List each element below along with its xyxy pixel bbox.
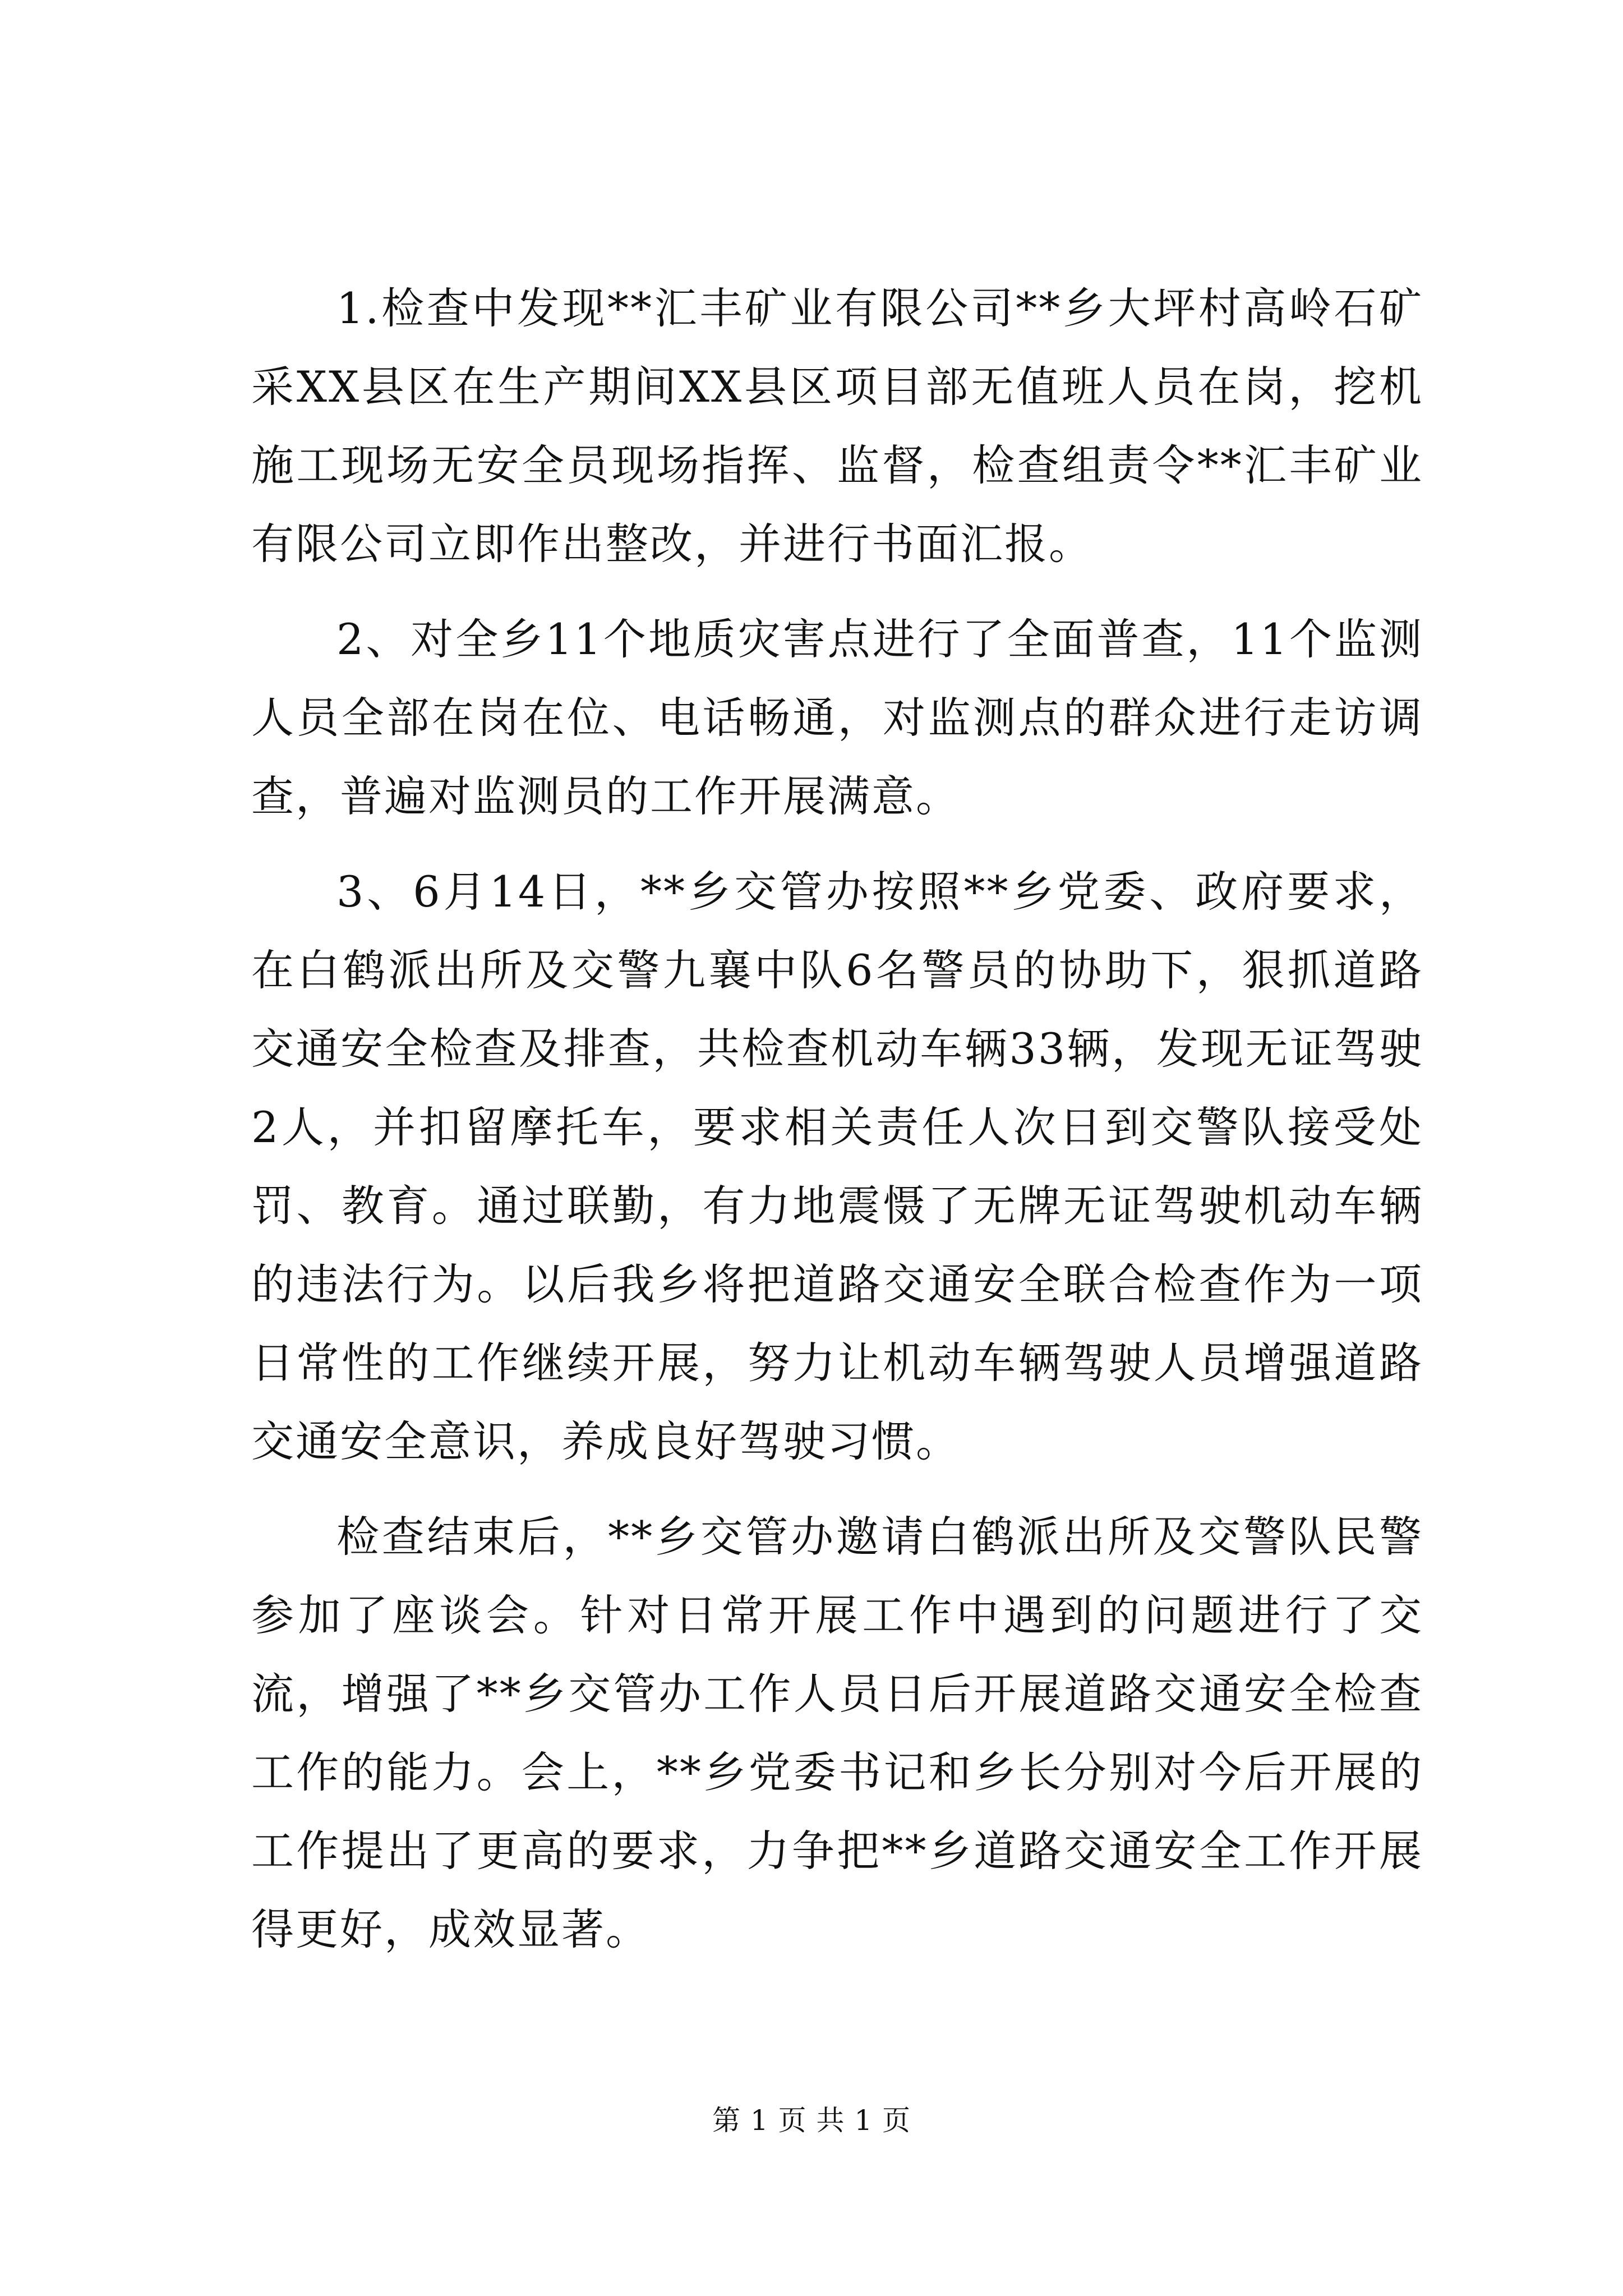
paragraph-1: 1.检查中发现**汇丰矿业有限公司**乡大坪村高岭石矿采XX县区在生产期间XX县区项目部无值班人员在岗，挖机施工现场无安全员现场指挥、监督，检查组责令**汇丰矿业有限公司立即作出整改，并进行书面汇报。 — [251, 283, 1423, 569]
page-footer: 第 1 页 共 1 页 — [712, 2104, 911, 2137]
paragraph-3: 3、6月14日，**乡交管办按照**乡党委、政府要求，在白鹤派出所及交警九襄中队6名警员的协助下，狠抓道路交通安全检查及排查，共检查机动车辆33辆，发现无证驾驶2人，并扣留摩托车，要求相关责任人次日到交警队接受处罚、教育。通过联勤，有力地震慑了无牌无证驾驶机动车辆的违法行为。以后我乡将把道路交通安全联合检查作为一项日常性的工作继续开展，努力让机动车辆驾驶人员增强道路交通安全意识，养成良好驾驶习惯。 — [251, 867, 1423, 1466]
paragraph-2: 2、对全乡11个地质灾害点进行了全面普查，11个监测人员全部在岗在位、电话畅通，对监测点的群众进行走访调查，普遍对监测员的工作开展满意。 — [251, 614, 1423, 821]
document-body — [251, 269, 1423, 1986]
paragraph-4: 检查结束后，**乡交管办邀请白鹤派出所及交警队民警参加了座谈会。针对日常开展工作中遇到的问题进行了交流，增强了**乡交管办工作人员日后开展道路交通安全检查工作的能力。会上，**乡党委书记和乡长分别对今后开展的工作提出了更高的要求，力争把**乡道路交通安全工作开展得更好，成效显著。 — [251, 1512, 1423, 1954]
